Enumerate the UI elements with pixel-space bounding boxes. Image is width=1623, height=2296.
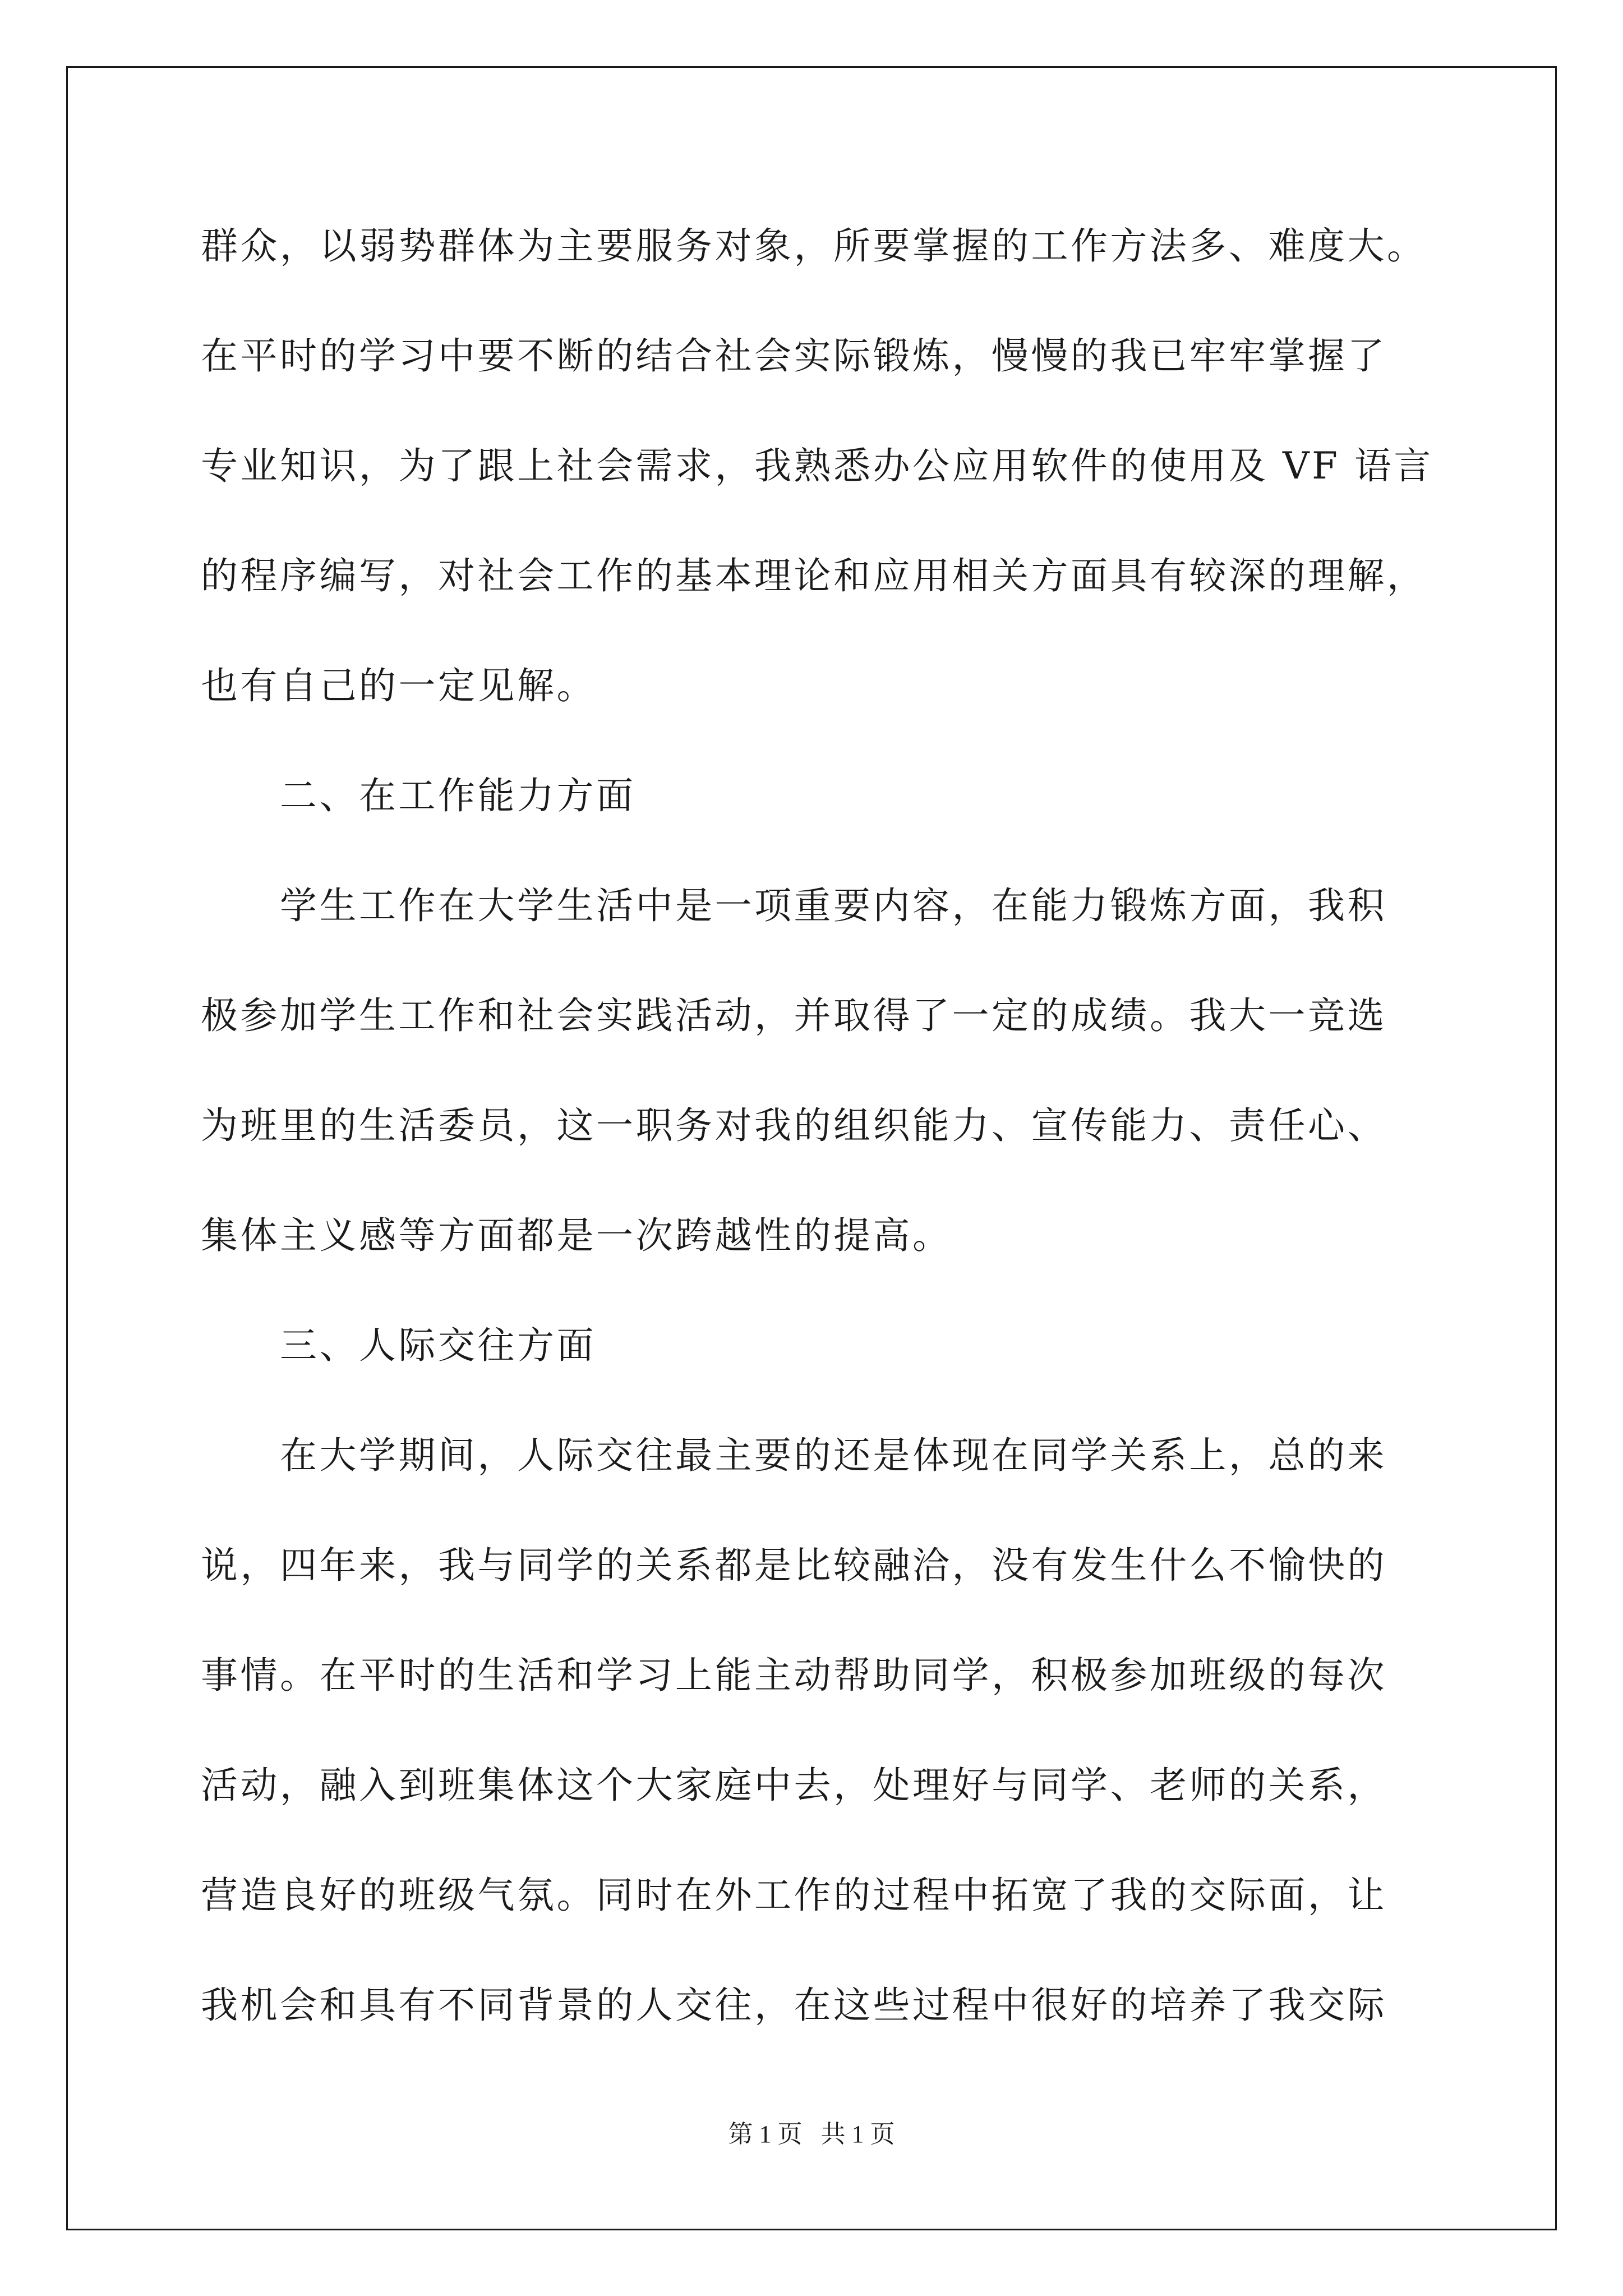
body-line: 群众，以弱势群体为主要服务对象，所要掌握的工作方法多、难度大。 <box>201 224 1427 268</box>
body-line: 的程序编写，对社会工作的基本理论和应用相关方面具有较深的理解， <box>201 554 1427 597</box>
body-line: 事情。在平时的生活和学习上能主动帮助同学，积极参加班级的每次 <box>201 1654 1387 1697</box>
body-line: 在大学期间，人际交往最主要的还是体现在同学关系上，总的来 <box>201 1434 1387 1477</box>
body-line: 极参加学生工作和社会实践活动，并取得了一定的成绩。我大一竞选 <box>201 994 1387 1037</box>
body-line: 我机会和具有不同背景的人交往，在这些过程中很好的培养了我交际 <box>201 1984 1387 2027</box>
body-line: 为班里的生活委员，这一职务对我的组织能力、宣传能力、责任心、 <box>201 1104 1387 1147</box>
document-body <box>201 215 1457 2085</box>
body-line: 在平时的学习中要不断的结合社会实际锻炼，慢慢的我已牢牢掌握了 <box>201 334 1387 378</box>
section-heading: 二、在工作能力方面 <box>201 774 636 817</box>
body-line: 也有自己的一定见解。 <box>201 664 596 707</box>
body-line: 集体主义感等方面都是一次跨越性的提高。 <box>201 1214 952 1257</box>
body-line: 学生工作在大学生活中是一项重要内容，在能力锻炼方面，我积 <box>201 884 1387 927</box>
body-line: 营造良好的班级气氛。同时在外工作的过程中拓宽了我的交际面，让 <box>201 1874 1387 1917</box>
page-footer: 第 1 页 共 1 页 <box>728 2120 895 2148</box>
body-line: 专业知识，为了跟上社会需求，我熟悉办公应用软件的使用及 VF 语言 <box>201 444 1433 487</box>
section-heading: 三、人际交往方面 <box>201 1324 596 1367</box>
body-line: 活动，融入到班集体这个大家庭中去，处理好与同学、老师的关系， <box>201 1764 1387 1807</box>
body-line: 说，四年来，我与同学的关系都是比较融洽，没有发生什么不愉快的 <box>201 1544 1387 1587</box>
